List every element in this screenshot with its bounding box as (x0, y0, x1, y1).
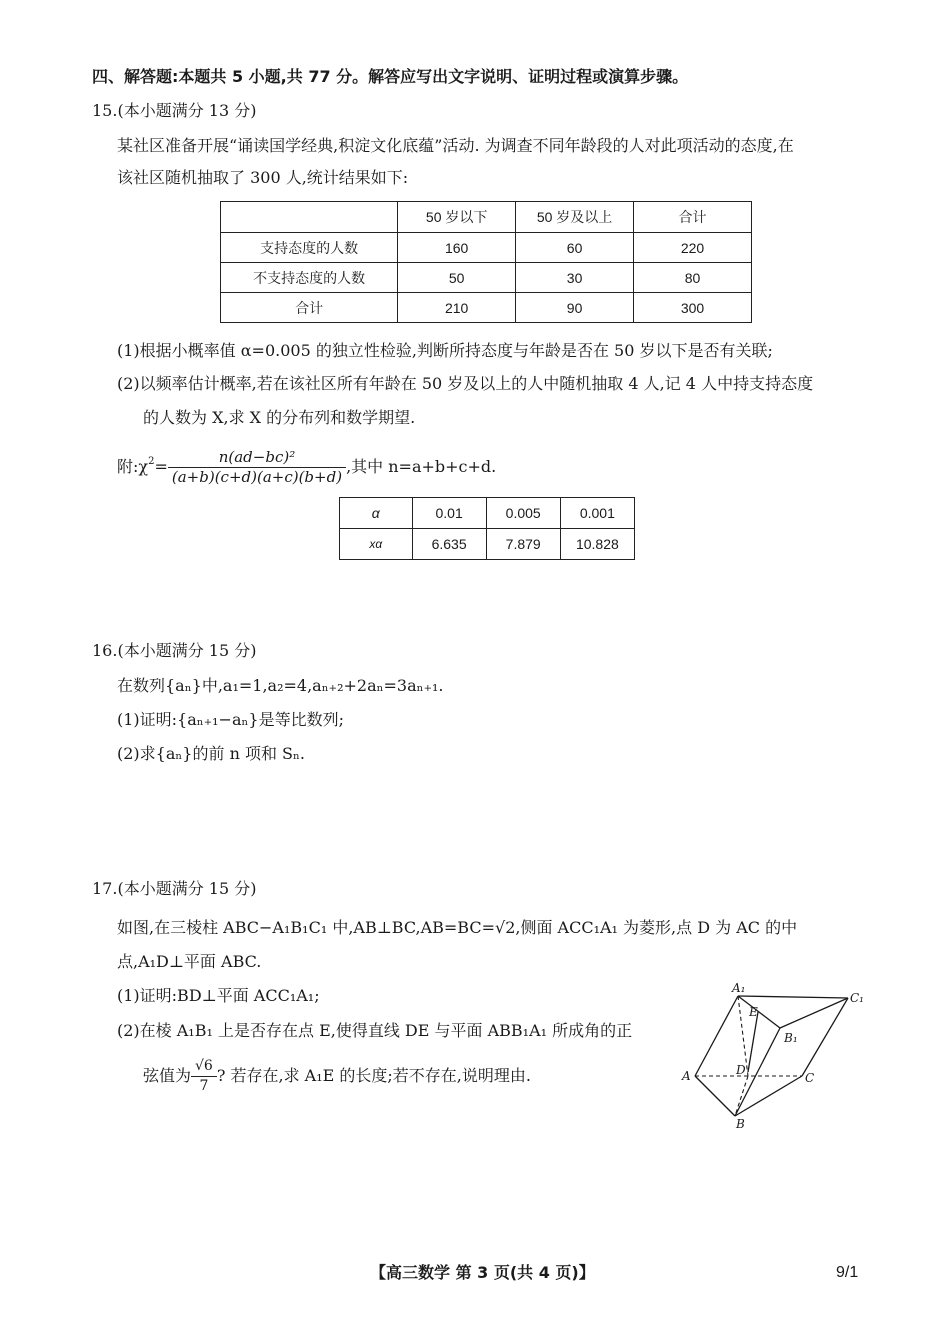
q17-line-4: (2)在棱 A₁B₁ 上是否存在点 E,使得直线 DE 与平面 ABB₁A₁ 所成角的正 (117, 1021, 633, 1040)
label-e: E (749, 1005, 758, 1019)
table-cell: 合计 (221, 293, 398, 323)
table-cell: 50 (398, 263, 516, 293)
table-cell: 80 (634, 263, 752, 293)
formula-numerator: n(ad−bc)² (168, 448, 346, 468)
table-cell: 30 (516, 263, 634, 293)
table-cell: α (340, 498, 413, 529)
table-cell: 6.635 (412, 529, 486, 560)
table-row (221, 293, 752, 323)
table-row (221, 233, 752, 263)
label-d: D (736, 1063, 746, 1077)
table-cell: 10.828 (560, 529, 634, 560)
label-a: A (682, 1069, 691, 1083)
q15-part-1: (1)根据小概率值 α=0.005 的独立性检验,判断所持态度与年龄是否在 50 岁以下是否有关联; (117, 341, 773, 360)
label-a1: A₁ (732, 981, 746, 995)
table-cell: 300 (634, 293, 752, 323)
table-cell: 60 (516, 233, 634, 263)
prism-figure (680, 980, 870, 1130)
q16-line-2: (1)证明:{aₙ₊₁−aₙ}是等比数列; (117, 710, 344, 729)
table-cell: 合计 (634, 202, 752, 233)
table-cell (221, 202, 398, 233)
q15-intro-1: 某社区准备开展“诵读国学经典,积淀文化底蕴”活动. 为调查不同年龄段的人对此项活动的态度,在 (117, 136, 794, 155)
table-cell: 不支持态度的人数 (221, 263, 398, 293)
formula-denominator: (a+b)(c+d)(a+c)(b+d) (171, 468, 343, 486)
table-cell: 50 岁及以上 (516, 202, 634, 233)
q17-line-3: (1)证明:BD⊥平面 ACC₁A₁; (117, 986, 320, 1005)
sine-value-fraction (191, 1057, 217, 1096)
fraction-numerator: √6 (191, 1057, 217, 1077)
table-row (340, 529, 635, 560)
footer-code: 9/1 (836, 1264, 859, 1281)
table-cell: 0.001 (560, 498, 634, 529)
q15-appendix: 附$:\chi^2=$ $\frac{\text{n(ad−bc)²}}{(a+b)(c+d)(a+c)(b+d)}$ ,其中 n=a+b+c+d. (117, 448, 497, 486)
q15-header: 15.(本小题满分 13 分) (92, 101, 257, 120)
edge-ab (695, 1076, 735, 1116)
label-b1: B₁ (784, 1031, 798, 1045)
table-cell: 7.879 (486, 529, 560, 560)
edge-a1b1 (738, 996, 780, 1028)
q15-part-2b: 的人数为 X,求 X 的分布列和数学期望. (143, 408, 416, 427)
q17-line-1: 如图,在三棱柱 ABC−A₁B₁C₁ 中,AB⊥BC,AB=BC=√2,侧面 ACC₁A₁ 为菱形,点 D 为 AC 的中 (117, 918, 798, 937)
edge-ed (748, 1012, 758, 1072)
fraction-denominator: 7 (199, 1078, 209, 1094)
q17-header: 17.(本小题满分 15 分) (92, 879, 257, 898)
label-b: B (736, 1117, 745, 1130)
q15-table (220, 201, 752, 323)
table-cell: xα (340, 529, 413, 560)
q16-line-1: 在数列{aₙ}中,a₁=1,a₂=4,aₙ₊₂+2aₙ=3aₙ₊₁. (117, 676, 444, 695)
table-row (340, 498, 635, 529)
q16-line-3: (2)求{aₙ}的前 n 项和 Sₙ. (117, 744, 306, 763)
table-cell: 支持态度的人数 (221, 233, 398, 263)
q16-header: 16.(本小题满分 15 分) (92, 641, 257, 660)
line5-suffix: ? 若存在,求 A₁E 的长度;若不存在,说明理由. (216, 1066, 531, 1085)
table-row (221, 263, 752, 293)
alpha-table (339, 497, 635, 560)
q15-part-2a: (2)以频率估计概率,若在该社区所有年龄在 50 岁及以上的人中随机抽取 4 人,记 4 人中持支持态度 (117, 374, 814, 393)
edge-a1c1 (738, 996, 848, 998)
chi-square-formula (168, 448, 346, 487)
edge-c1c (802, 998, 848, 1076)
label-c1: C₁ (850, 991, 864, 1005)
appendix-suffix: ,其中 n=a+b+c+d. (346, 457, 497, 476)
table-cell: 220 (634, 233, 752, 263)
q15-intro-2: 该社区随机抽取了 300 人,统计结果如下: (117, 168, 409, 187)
line5-prefix: 弦值为 (143, 1066, 192, 1085)
q17-line-2: 点,A₁D⊥平面 ABC. (117, 952, 262, 971)
table-cell: 90 (516, 293, 634, 323)
label-c: C (805, 1071, 815, 1085)
table-header-row (221, 202, 752, 233)
table-cell: 210 (398, 293, 516, 323)
q17-line-5 (143, 1056, 531, 1096)
table-cell: 0.01 (412, 498, 486, 529)
table-cell: 50 岁以下 (398, 202, 516, 233)
table-cell: 0.005 (486, 498, 560, 529)
edge-b1c1 (780, 998, 848, 1028)
edge-a1a (695, 996, 738, 1076)
table-cell: 160 (398, 233, 516, 263)
section-header: 四、解答题:本题共 5 小题,共 77 分。解答应写出文字说明、证明过程或演算步骤。 (92, 67, 689, 86)
footer-page-label: 【高三数学 第 3 页(共 4 页)】 (370, 1263, 595, 1282)
appendix-prefix: 附:χ (117, 457, 149, 476)
